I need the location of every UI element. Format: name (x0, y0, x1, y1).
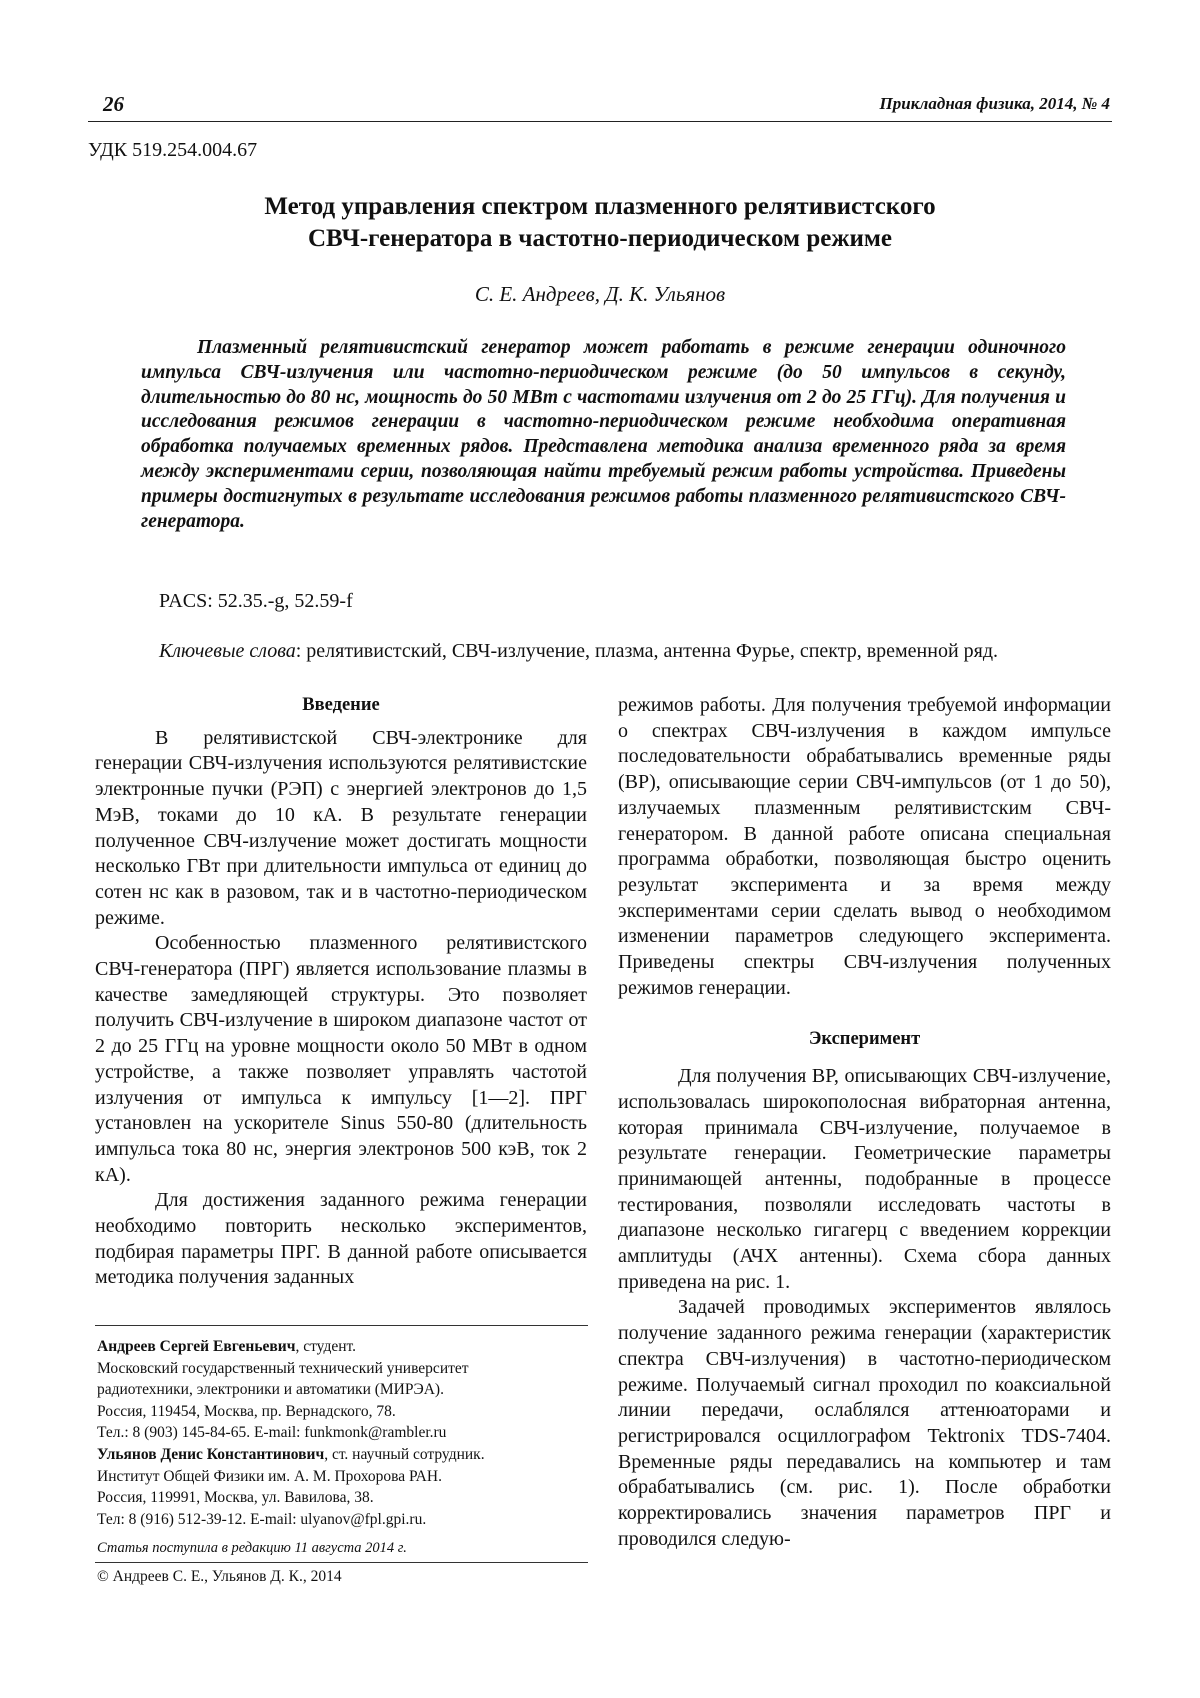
author1-address: Россия, 119454, Москва, пр. Вернадского, 78. (97, 1402, 396, 1420)
copyright-divider (95, 1562, 588, 1563)
author1-role: , студент. (295, 1338, 356, 1355)
author1-org-line1: Московский государственный технический университет (97, 1359, 469, 1377)
udk-code: УДК 519.254.004.67 (88, 139, 258, 161)
article-title (88, 191, 1112, 255)
author2-address: Россия, 119991, Москва, ул. Вавилова, 38. (97, 1489, 374, 1507)
authors: С. Е. Андреев, Д. К. Ульянов (474, 282, 726, 306)
copyright: © Андреев С. Е., Ульянов Д. К., 2014 (97, 1568, 342, 1585)
experiment-paragraph-1: Для получения ВР, описывающих СВЧ-излучение, использовалась широкополосная вибраторная антенна, которая принимала СВЧ-излучение, получаемое в результате генерации. Геометрические параметры принимающей антенны, подобранные в процессе тестирования, позволяли исследовать частоты в диапазоне несколько гигагерц с введением коррекции амплитуды (АЧХ антенны). Схема сбора данных приведена на рис. 1. (618, 1065, 1111, 1293)
intro-paragraph-3: Для достижения заданного режима генерации необходимо повторить несколько экспериментов, подбирая параметры ПРГ. В данной работе описывается методика получения заданных (95, 1189, 587, 1289)
keywords-text: : релятивистский, СВЧ-излучение, плазма, антенна Фурье, спектр, временной ряд. (295, 640, 999, 662)
journal-title: Прикладная физика, 2014, № 4 (879, 94, 1110, 113)
keywords-label: Ключевые слова (159, 640, 296, 662)
intro-paragraph-1: В релятивистской СВЧ-электронике для генерации СВЧ-излучения используются релятивистские электронные пучки (РЭП) с энергией электронов до 1,5 МэВ, токами до 10 кА. В результате генерации полученное СВЧ-излучение может достигать мощности несколько ГВт при длительности импульса от единиц до сотен нс как в разовом, так и в частотно-периодическом режиме. (95, 726, 587, 929)
author2-org: Институт Общей Физики им. А. М. Прохорова РАН. (97, 1467, 442, 1485)
author1-contact: Тел.: 8 (903) 145-84-65. E-mail: funkmonk@rambler.ru (97, 1424, 447, 1442)
intro-paragraph-2: Особенностью плазменного релятивистского СВЧ-генератора (ПРГ) является использование плазмы в качестве замедляющей структуры. Это позволяет получить СВЧ-излучение в широком диапазоне частот от 2 до 25 ГГц на уровне мощности около 50 МВт в одном устройстве, а также позволяет управлять частотой излучения от импульса к импульсу [1—2]. ПРГ установлен на ускорителе Sinus 550-80 (длительность импульса тока 80 нс, энергия электронов 500 кэВ, ток 2 кА). (95, 932, 587, 1186)
intro-paragraph-3-continued: режимов работы. Для получения требуемой информации о спектрах СВЧ-излучения в каждом импульсе последовательности обрабатывались временные ряды (ВР), описывающие серии СВЧ-импульсов (от 1 до 50), излучаемых плазменным релятивистским СВЧ-генератором. В данной работе описана специальная программа обработки, позволяющая быстро оценить результат эксперимента и за время между экспериментами серии сделать вывод о необходимом изменении параметров следующего эксперимента. Приведены спектры СВЧ-излучения полученных режимов генерации. (618, 694, 1111, 999)
experiment-heading: Эксперимент (808, 1029, 921, 1050)
keywords (159, 640, 998, 663)
abstract: Плазменный релятивистский генератор может работать в режиме генерации одиночного импульса СВЧ-излучения или частотно-периодическом режиме (до 50 импульсов в секунду, длительностью до 80 нс, мощность до 50 МВт с частотами излучения от 2 до 25 ГГц). Для получения и исследования режимов генерации в частотно-периодическом режиме необходима оперативная обработка получаемых временных рядов. Представлена методика анализа временного ряда за время между экспериментами серии, позволяющая найти требуемый режим работы устройства. Приведены примеры достигнутых в результате исследования режимов работы плазменного релятивистского СВЧ-генератора. (141, 337, 1066, 532)
title-line-1: Метод управления спектром плазменного релятивистского (264, 193, 936, 220)
footnote-divider (95, 1325, 588, 1326)
pacs-codes: PACS: 52.35.-g, 52.59-f (159, 590, 353, 612)
right-column (618, 693, 1111, 1553)
title-line-2: СВЧ-генератора в частотно-периодическом режиме (308, 225, 892, 252)
author1-org-line2: радиотехники, электроники и автоматики (МИРЭА). (97, 1381, 444, 1399)
author2-name: Ульянов Денис Константинович (97, 1445, 325, 1463)
experiment-paragraph-2: Задачей проводимых экспериментов являлось получение заданного режима генерации (характеристик спектра СВЧ-излучения) в частотно-периодическом режиме. Получаемый сигнал проходил по коаксиальной линии передачи, ослаблялся аттенюаторами и регистрировался осциллографом Tektronix TDS-7404. Временные ряды передавались на компьютер и там обрабатывались (см. рис. 1). После обработки корректировались значения параметров ПРГ и проводился следую- (618, 1296, 1111, 1550)
author2-contact: Тел: 8 (916) 512-39-12. E-mail: ulyanov@fpl.gpi.ru. (97, 1510, 427, 1528)
intro-heading: Введение (302, 695, 380, 715)
page-number: 26 (103, 92, 124, 116)
header-divider (88, 121, 1112, 122)
author2-role: , ст. научный сотрудник. (324, 1445, 485, 1463)
author1-name: Андреев Сергей Евгеньевич (97, 1338, 296, 1355)
received-date: Статья поступила в редакцию 11 августа 2014 г. (97, 1540, 407, 1556)
author-footnote (97, 1336, 592, 1530)
left-column (95, 693, 587, 1291)
